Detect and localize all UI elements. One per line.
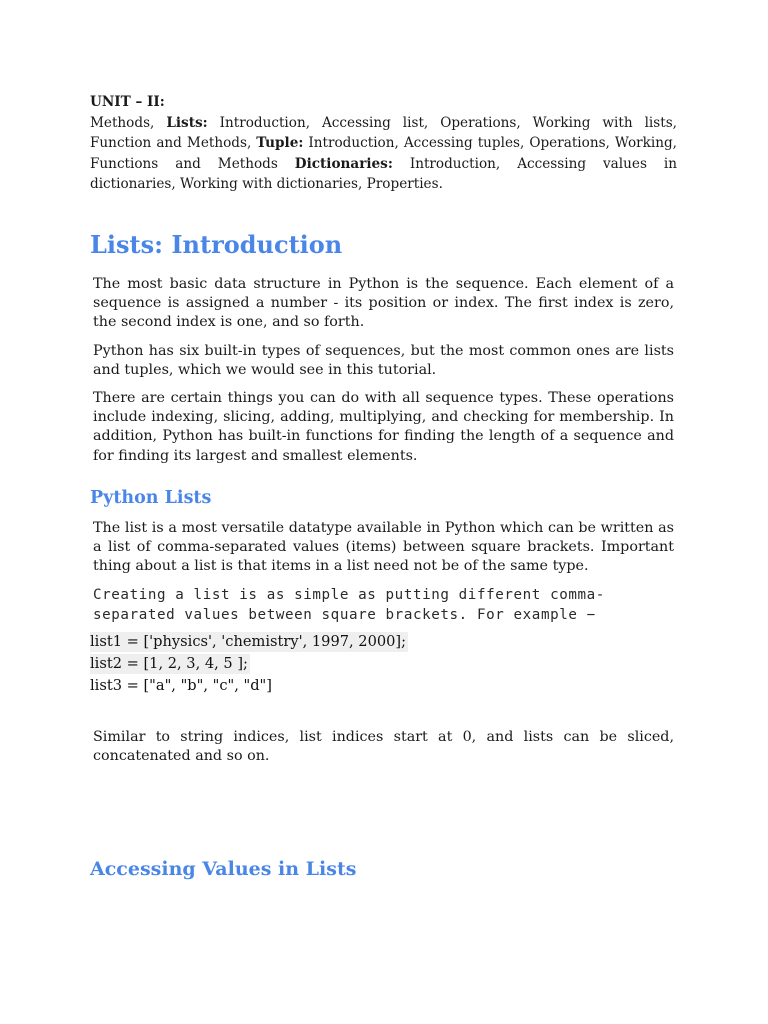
unit-overview — [90, 92, 677, 195]
tuple-topics: Introduction, Accessing tuples, Operations, Working, Functions and Methods — [90, 135, 677, 172]
code-line-list2: list2 = [1, 2, 3, 4, 5 ]; — [90, 655, 248, 672]
topics-intro: Methods, — [90, 114, 167, 131]
dictionaries-label: Dictionaries: — [294, 155, 393, 172]
dictionaries-topics: Introduction, Accessing values in dictionaries, Working with dictionaries, Properties. — [90, 155, 677, 192]
python-lists-heading: Python Lists — [90, 488, 212, 508]
accessing-values-heading: Accessing Values in Lists — [90, 858, 357, 880]
unit-heading: UNIT – II: — [90, 94, 165, 110]
creating-list-note: Creating a list is as simple as putting different comma-separated values between square brackets. For example − — [93, 587, 605, 623]
intro-paragraph-2: Python has six built-in types of sequences, but the most common ones are lists and tuples, which we would see in this tutorial. — [93, 343, 674, 379]
intro-paragraph-3: There are certain things you can do with all sequence types. These operations include indexing, slicing, adding, multiplying, and checking for membership. In addition, Python has built-in functions for finding the length of a sequence and for finding its largest and smallest elements. — [93, 390, 674, 464]
list-indices-paragraph: Similar to string indices, list indices start at 0, and lists can be sliced, concatenated and so on. — [93, 729, 674, 765]
code-line-list3: list3 = ["a", "b", "c", "d"] — [90, 677, 272, 694]
lists-introduction-heading: Lists: Introduction — [90, 230, 343, 259]
python-lists-paragraph: The list is a most versatile datatype available in Python which can be written as a list of comma-separated values (items) between square brackets. Important thing about a list is that items in a list need not be of the same type. — [93, 520, 674, 575]
tuple-label: Tuple: — [256, 135, 304, 151]
lists-label: Lists: — [166, 114, 208, 131]
unit-topics — [90, 113, 677, 195]
intro-paragraph-1: The most basic data structure in Python is the sequence. Each element of a sequence is assigned a number - its position or index. The first index is zero, the second index is one, and so forth. — [93, 276, 674, 331]
code-line-list1: list1 = ['physics', 'chemistry', 1997, 2000]; — [90, 633, 407, 650]
lists-topics: Introduction, Accessing list, Operations, Working with lists, Function and Methods, — [90, 114, 678, 151]
